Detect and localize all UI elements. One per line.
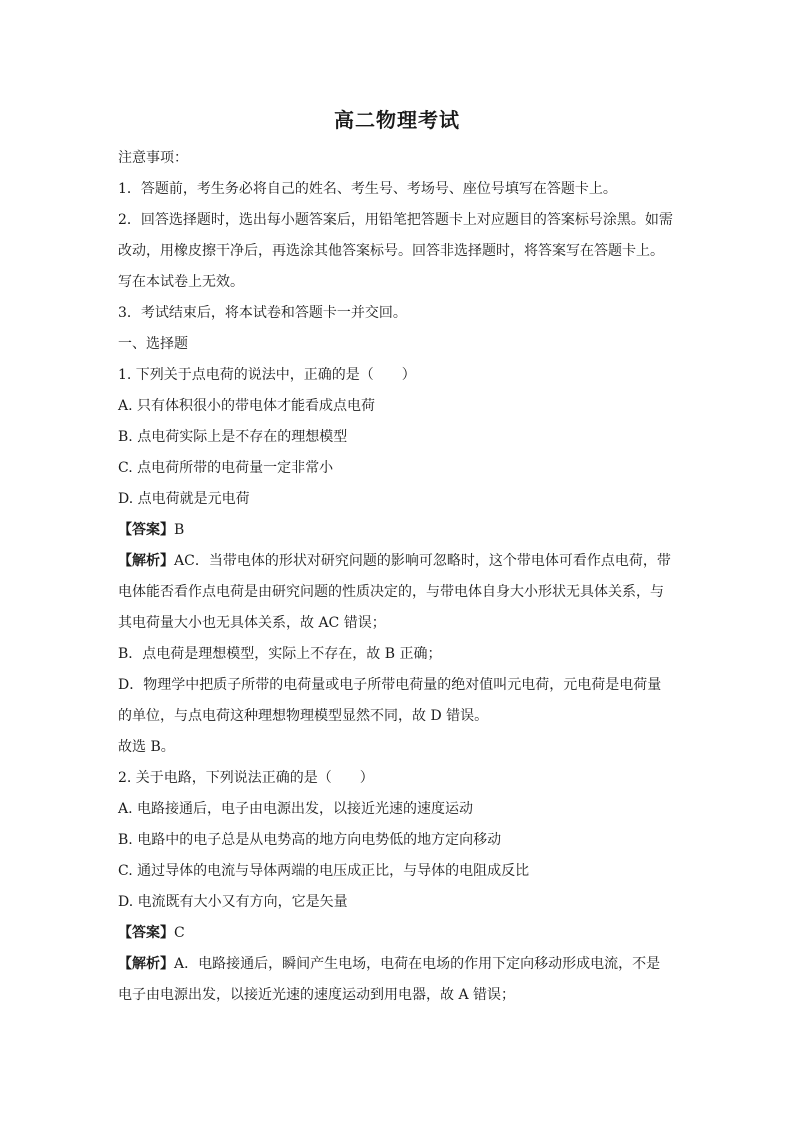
analysis-tag: 【解析】 [118, 553, 174, 569]
section-heading: 一、选择题 [118, 336, 188, 352]
question-1-stem: 1. 下列关于点电荷的说法中，正确的是（ ） [118, 367, 416, 383]
note-item: 1．答题前，考生务必将自己的姓名、考生号、考场号、座位号填写在答题卡上。 [118, 181, 617, 197]
page-title: 高二物理考试 [334, 108, 460, 132]
question-2-stem: 2. 关于电路，下列说法正确的是（ ） [118, 770, 374, 786]
note-item: 改动，用橡皮擦干净后，再选涂其他答案标号。回答非选择题时，将答案写在答题卡上。 [118, 243, 664, 259]
question-2-answer [118, 918, 678, 949]
question-1-answer [118, 515, 678, 546]
exam-content [118, 143, 678, 1011]
analysis-line: D．物理学中把质子所带的电荷量或电子所带电荷量的绝对值叫元电荷，元电荷是电荷量 [118, 677, 662, 693]
analysis-line: 其电荷量大小也无具体关系，故 AC 错误； [118, 615, 386, 631]
analysis-text: AC．当带电体的形状对研究问题的影响可忽略时，这个带电体可看作点电荷，带 [174, 553, 671, 569]
analysis-line: 的单位，与点电荷这种理想物理模型显然不同，故 D 错误。 [118, 708, 489, 724]
answer-value: B [174, 522, 185, 538]
note-item: 写在本试卷上无效。 [118, 274, 244, 290]
question-2-option-a: A. 电路接通后，电子由电源出发，以接近光速的速度运动 [118, 801, 474, 817]
question-1-option-c: C. 点电荷所带的电荷量一定非常小 [118, 460, 334, 476]
answer-tag: 【答案】 [118, 522, 174, 538]
question-2-option-d: D. 电流既有大小又有方向，它是矢量 [118, 894, 348, 910]
question-2-analysis [118, 949, 678, 980]
answer-value: C [174, 925, 185, 941]
analysis-line: 故选 B。 [118, 739, 175, 755]
note-item: 3．考试结束后，将本试卷和答题卡一并交回。 [118, 305, 407, 321]
question-1-option-b: B. 点电荷实际上是不存在的理想模型 [118, 429, 348, 445]
notes-heading: 注意事项： [118, 150, 188, 166]
analysis-text: A．电路接通后，瞬间产生电场，电荷在电场的作用下定向移动形成电流，不是 [174, 956, 661, 972]
question-1-option-a: A. 只有体积很小的带电体才能看成点电荷 [118, 398, 376, 414]
analysis-line: B．点电荷是理想模型，实际上不存在，故 B 正确； [118, 646, 442, 662]
answer-tag: 【答案】 [118, 925, 174, 941]
question-2-option-c: C. 通过导体的电流与导体两端的电压成正比，与导体的电阻成反比 [118, 863, 530, 879]
analysis-line: 电体能否看作点电荷是由研究问题的性质决定的，与带电体自身大小形状无具体关系，与 [118, 584, 664, 600]
question-1-option-d: D. 点电荷就是元电荷 [118, 491, 250, 507]
note-item: 2．回答选择题时，选出每小题答案后，用铅笔把答题卡上对应题目的答案标号涂黑。如需 [118, 212, 673, 228]
question-1-analysis [118, 546, 678, 577]
analysis-tag: 【解析】 [118, 956, 174, 972]
question-2-option-b: B. 电路中的电子总是从电势高的地方向电势低的地方定向移动 [118, 832, 502, 848]
analysis-line: 电子由电源出发，以接近光速的速度运动到用电器，故 A 错误； [118, 987, 516, 1003]
